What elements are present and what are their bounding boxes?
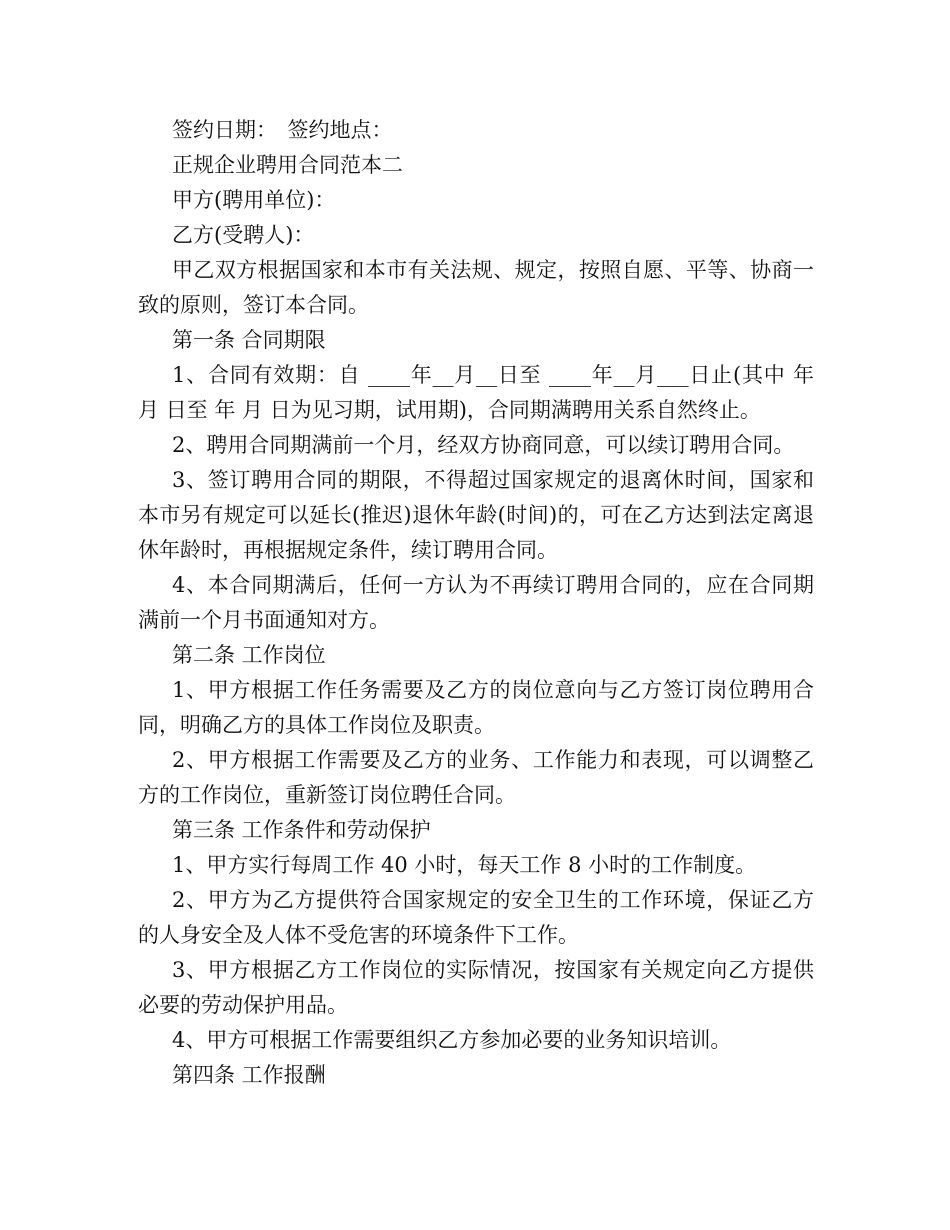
party-a-line: 甲方(聘用单位)： (172, 188, 336, 212)
article-3-clause-2: 2、甲方为乙方提供符合国家规定的安全卫生的工作环境，保证乙方的人身安全及人体不受危害的环境条件下工作。 (138, 888, 814, 947)
document-subtitle: 正规企业聘用合同范本二 (172, 153, 403, 177)
article-1-clause-4: 4、本合同期满后，任何一方认为不再续订聘用合同的，应在合同期满前一个月书面通知对方。 (138, 573, 814, 632)
article-3-heading: 第三条 工作条件和劳动保护 (172, 818, 431, 842)
article-1-clause-2: 2、聘用合同期满前一个月，经双方协商同意，可以续订聘用合同。 (172, 433, 795, 457)
party-b-line: 乙方(受聘人)： (172, 223, 315, 247)
article-2-clause-2: 2、甲方根据工作需要及乙方的业务、工作能力和表现，可以调整乙方的工作岗位，重新签订岗位聘任合同。 (138, 748, 814, 807)
article-3-clause-1: 1、甲方实行每周工作 40 小时，每天工作 8 小时的工作制度。 (172, 853, 757, 877)
article-1-clause-3: 3、签订聘用合同的期限，不得超过国家规定的退离休时间，国家和本市另有规定可以延长(推迟)退休年龄(时间)的，可在乙方达到法定离退休年龄时，再根据规定条件，续订聘用合同。 (138, 468, 814, 562)
signing-info-line: 签约日期： 签约地点： (172, 118, 393, 142)
article-2-clause-1: 1、甲方根据工作任务需要及乙方的岗位意向与乙方签订岗位聘用合同，明确乙方的具体工作岗位及职责。 (138, 678, 814, 737)
article-1-heading: 第一条 合同期限 (172, 328, 326, 352)
article-3-clause-3: 3、甲方根据乙方工作岗位的实际情况，按国家有关规定向乙方提供必要的劳动保护用品。 (138, 958, 814, 1017)
document-body (138, 113, 821, 1093)
preamble-paragraph: 甲乙双方根据国家和本市有关法规、规定，按照自愿、平等、协商一致的原则，签订本合同。 (138, 258, 814, 317)
article-4-heading: 第四条 工作报酬 (172, 1063, 326, 1087)
article-3-clause-4: 4、甲方可根据工作需要组织乙方参加必要的业务知识培训。 (172, 1028, 732, 1052)
article-2-heading: 第二条 工作岗位 (172, 643, 326, 667)
article-1-clause-1: 1、合同有效期：自 ____年__月__日至 ____年__月___日止(其中 年 月 日至 年 月 日为见习期，试用期)，合同期满聘用关系自然终止。 (138, 363, 821, 422)
